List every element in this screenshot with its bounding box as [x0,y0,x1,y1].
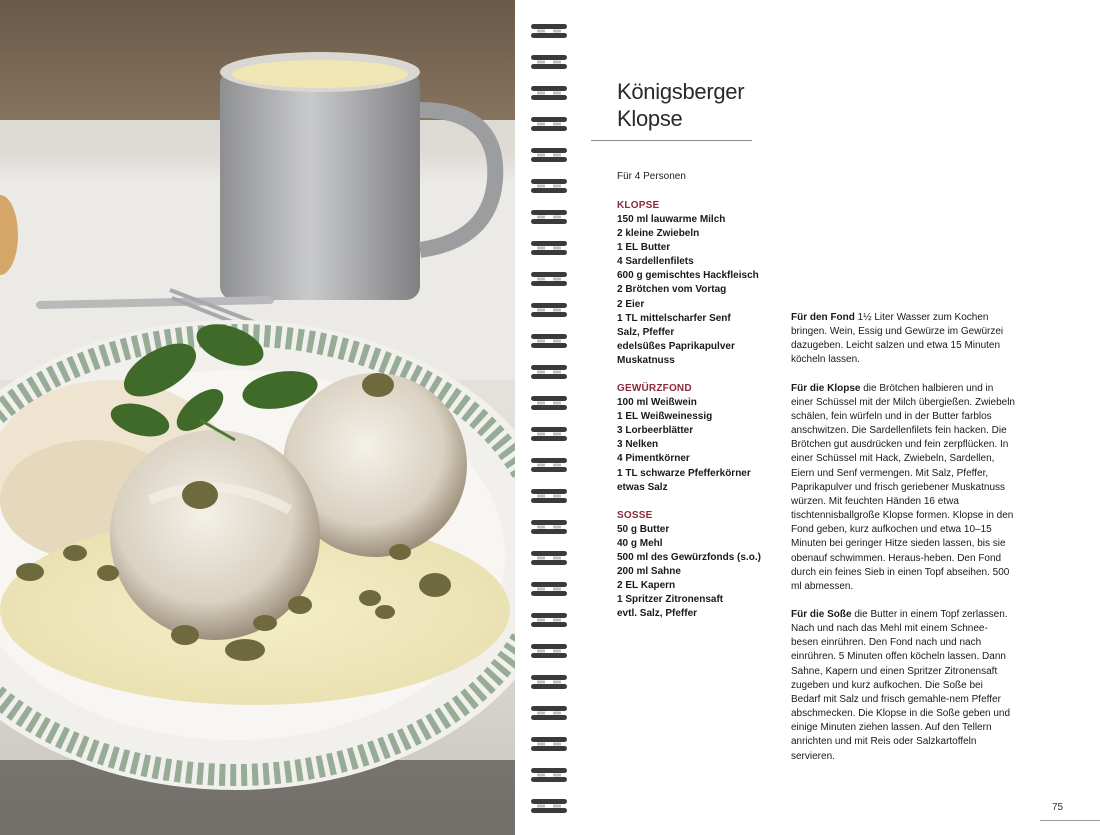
ingredient-items [617,396,787,495]
ingredient-item: 600 g gemischtes Hackfleisch [617,270,759,282]
ingredient-item: 1 TL schwarze Pfefferkörner [617,467,751,479]
method-paragraph-fond [791,311,1015,368]
recipe-title [617,78,817,132]
binding-loop [531,551,567,565]
method-paragraph-sosse [791,608,1015,764]
section-heading: SOSSE [617,509,653,521]
spiral-binding [525,14,585,824]
binding-loop [531,365,567,379]
ingredient-item: 2 kleine Zwiebeln [617,228,700,240]
section-heading: KLOPSE [617,200,660,211]
ingredient-item: 4 Sardellenfilets [617,256,694,268]
binding-loop [531,210,567,224]
ingredient-item: 3 Nelken [617,439,659,451]
binding-loop [531,272,567,286]
ingredient-items [617,213,787,368]
ingredients-klopse [617,199,787,368]
binding-loop [531,427,567,441]
ingredient-item: 1 EL Weißweinessig [617,411,713,423]
paragraph-body: die Butter in einem Topf zerlassen. Nach und nach das Mehl mit einem Schnee-besen einrühren. Den Fond nach und nach einrühren. 5 Minuten offen köcheln lassen. Dann Sahne, Kapern und einen Spritzer Zitronensaft zugeben und kurz aufkochen. Die Soße bei Bedarf mit Salz und frisch gemahle-nem Pfeffer abschmecken. Die Klopse in die Soße geben und einige Minuten ziehen lassen. Auf den Tellern anrichten und mit Reis oder Salzkartoffeln servieren. [791,608,1011,762]
title-divider [591,140,752,141]
ingredient-item: Salz, Pfeffer [617,326,675,338]
binding-loop [531,768,567,782]
ingredient-item: 2 EL Kapern [617,580,676,592]
binding-loop [531,334,567,348]
ingredient-item: 200 ml Sahne [617,565,681,577]
ingredient-item: 1 Spritzer Zitronensaft [617,594,724,606]
ingredient-item: 40 g Mehl [617,537,663,549]
page-number-divider [1040,820,1100,821]
binding-loop [531,55,567,69]
page-number: 75 [1052,802,1064,813]
binding-loop [531,24,567,38]
ingredient-item: Muskatnuss [617,354,675,366]
binding-loop [531,644,567,658]
binding-loop [531,179,567,193]
binding-loop [531,582,567,596]
binding-loop [531,706,567,720]
binding-loop [531,241,567,255]
binding-loop [531,458,567,472]
method-paragraph-klopse [791,382,1015,594]
binding-loop [531,86,567,100]
ingredient-item: 2 Brötchen vom Vortag [617,284,727,296]
binding-loop [531,613,567,627]
ingredients-gewuerzfond [617,382,787,495]
recipe-title-line-2: Klopse [617,106,683,131]
ingredient-item: 4 Pimentkörner [617,453,690,465]
paragraph-body: 1½ Liter Wasser zum Kochen bringen. Wein, Essig und Gewürze im Gewürzei dazugeben. Leicht salzen und etwa 15 Minuten köcheln lassen. [791,312,1004,366]
binding-loop [531,675,567,689]
ingredient-item: 3 Lorbeerblätter [617,425,694,437]
binding-loop [531,303,567,317]
recipe-title-line-1: Königsberger [617,79,745,104]
binding-loop [531,117,567,131]
binding-loop [531,148,567,162]
binding-loop [531,737,567,751]
ingredient-item: 1 TL mittelscharfer Senf [617,312,731,324]
binding-loop [531,396,567,410]
ingredient-item: 500 ml des Gewürzfonds (s.o.) [617,551,761,563]
binding-loop [531,799,567,813]
ingredient-item: 2 Eier [617,298,645,310]
paragraph-lead: Für die Klopse [791,382,861,394]
method-text [791,311,1015,778]
binding-loop [531,489,567,503]
recipe-photo [0,0,515,835]
ingredient-item: 100 ml Weißwein [617,397,697,409]
paragraph-lead: Für den Fond [791,312,855,323]
ingredient-list [617,199,787,635]
ingredient-items [617,523,787,622]
paragraph-lead: Für die Soße [791,608,852,620]
ingredient-item: edelsüßes Paprikapulver [617,340,735,352]
ingredient-item: 50 g Butter [617,523,670,535]
servings: Für 4 Personen [617,171,686,182]
ingredient-item: 150 ml lauwarme Milch [617,214,726,225]
paragraph-body: die Brötchen halbieren und in einer Schüssel mit der Milch übergießen. Zwiebeln schälen, fein würfeln und in der Butter farblos anschwitzen. Die Sardellenfilets fein hacken. Die Brötchen gut ausdrücken und fein zerpflücken. In einer Schüssel mit Hack, Zwiebeln, Sardellen, Eiern und Senf vermengen. Mit Salz, Pfeffer, Paprikapulver und frisch geriebener Muskatnuss würzen. Mit feuchten Händen 16 etwa tischtennisballgroße Klopse formen. Klopse in den Fond geben, kurz aufkochen und etwa 10–15 Minuten bei geringer Hitze sieden lassen, bis sie obenauf schwimmen. Heraus-heben. Den Fond durch ein feines Sieb in einen Topf abseihen. 500 ml abmessen. [791,382,1015,592]
ingredient-item: etwas Salz [617,481,668,493]
ingredient-item: 1 EL Butter [617,242,671,254]
ingredients-sosse [617,509,787,622]
ingredient-item: evtl. Salz, Pfeffer [617,608,698,620]
binding-loop [531,520,567,534]
food-illustration [0,0,515,835]
section-heading: GEWÜRZFOND [617,383,692,395]
